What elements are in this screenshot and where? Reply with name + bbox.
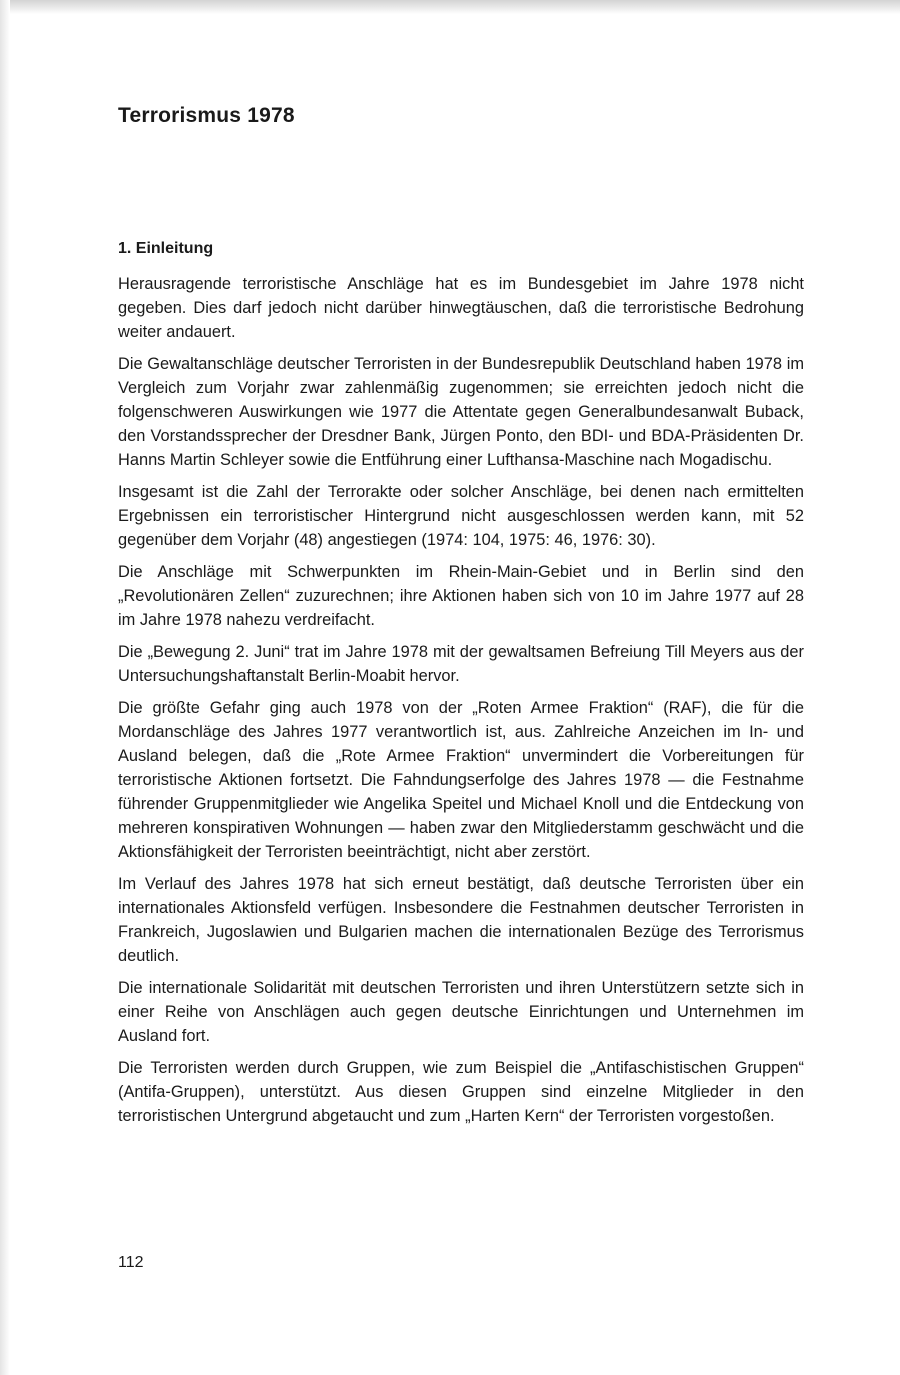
paragraph-2: Die Gewaltanschläge deutscher Terroristen in der Bundesrepublik Deutschland haben 1978 im Vergleich zum Vorjahr zwar zahlenmäßig zugenommen; sie erreichten jedoch nicht die folgenschweren Auswirkungen wie 1977 die Attentate gegen Generalbundesanwalt Buback, den Vorstandssprecher der Dresdner Bank, Jürgen Ponto, den BDI- und BDA-Präsidenten Dr. Hanns Martin Schleyer sowie die Entführung einer Lufthansa-Maschine nach Mogadischu. [118,355,804,469]
paragraph-5: Die „Bewegung 2. Juni“ trat im Jahre 1978 mit der gewaltsamen Befreiung Till Meyers aus der Untersuchungshaftanstalt Berlin-Moabit hervor. [118,643,804,685]
page-number: 112 [118,1254,144,1271]
paragraph-8: Die internationale Solidarität mit deutschen Terroristen und ihren Unterstützern setzte sich in einer Reihe von Anschlägen auch gegen deutsche Einrichtungen und Unternehmen im Ausland fort. [118,979,804,1045]
scan-edge-top [0,0,900,14]
paragraph-1: Herausragende terroristische Anschläge hat es im Bundesgebiet im Jahre 1978 nicht gegeben. Dies darf jedoch nicht darüber hinwegtäuschen, daß die terroristische Bedrohung weiter andauert. [118,275,804,341]
page-title: Terrorismus 1978 [118,104,295,127]
section-heading: 1. Einleitung [118,240,214,257]
body-text [118,272,804,1136]
paragraph-7: Im Verlauf des Jahres 1978 hat sich erneut bestätigt, daß deutsche Terroristen über ein internationales Aktionsfeld verfügen. Insbesondere die Festnahmen deutscher Terroristen in Frankreich, Jugoslawien und Bulgarien machen die internationalen Bezüge des Terrorismus deutlich. [118,875,804,965]
paragraph-6: Die größte Gefahr ging auch 1978 von der „Roten Armee Fraktion“ (RAF), die für die Mordanschläge des Jahres 1977 verantwortlich ist, aus. Zahlreiche Anzeichen im In- und Ausland belegen, daß die „Rote Armee Fraktion“ unvermindert die Vorbereitungen für terroristische Aktionen fortsetzt. Die Fahndungserfolge des Jahres 1978 — die Festnahme führender Gruppenmitglieder wie Angelika Speitel und Michael Knoll und die Entdeckung von mehreren konspirativen Wohnungen — haben zwar den Mitgliederstamm geschwächt und die Aktionsfähigkeit der Terroristen beeinträchtigt, nicht aber zerstört. [118,699,804,861]
paragraph-9: Die Terroristen werden durch Gruppen, wie zum Beispiel die „Antifaschistischen Gruppen“ (Antifa-Gruppen), unterstützt. Aus diesen Gruppen sind einzelne Mitglieder in den terroristischen Untergrund abgetaucht und zum „Harten Kern“ der Terroristen vorgestoßen. [118,1059,804,1125]
paragraph-3: Insgesamt ist die Zahl der Terrorakte oder solcher Anschläge, bei denen nach ermittelten Ergebnissen ein terroristischer Hintergrund nicht ausgeschlossen werden kann, mit 52 gegenüber dem Vorjahr (48) angestiegen (1974: 104, 1975: 46, 1976: 30). [118,483,804,549]
paragraph-4: Die Anschläge mit Schwerpunkten im Rhein-Main-Gebiet und in Berlin sind den „Revolutionären Zellen“ zuzurechnen; ihre Aktionen haben sich von 10 im Jahre 1977 auf 28 im Jahre 1978 nahezu verdreifacht. [118,563,804,629]
scan-edge-left [0,0,10,1375]
